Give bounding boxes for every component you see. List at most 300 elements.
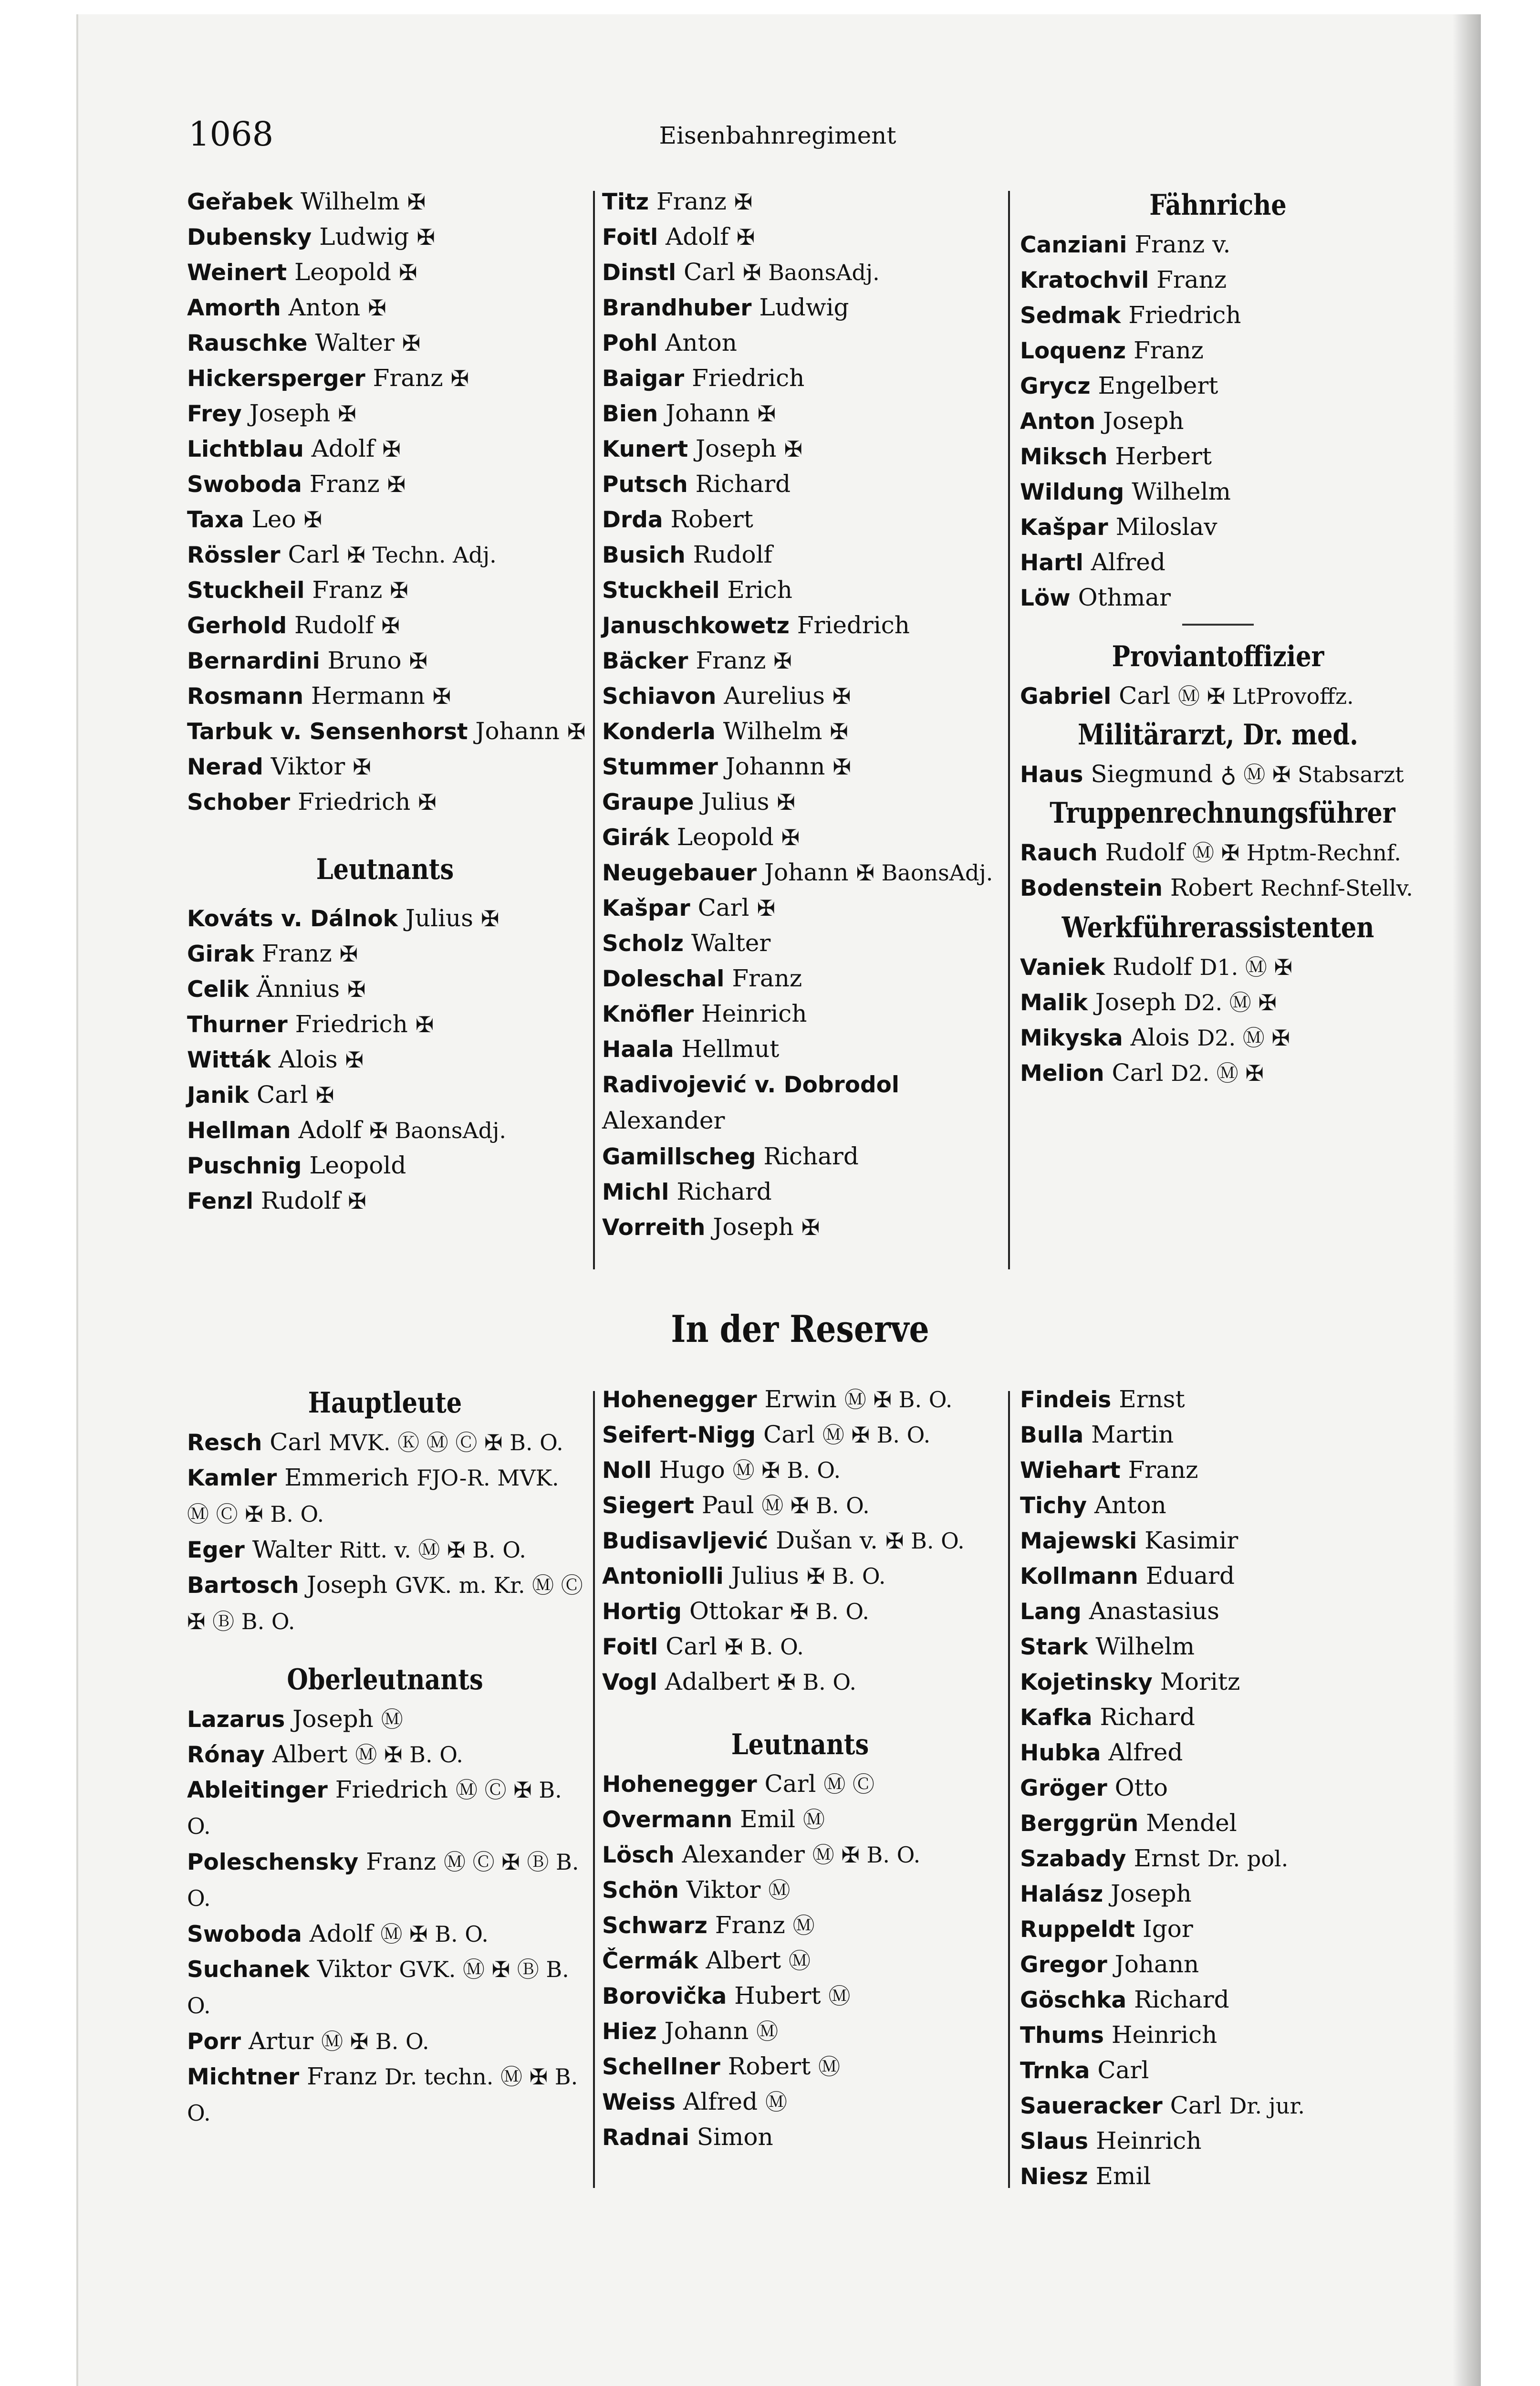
surname: Brandhuber [602,295,752,321]
surname: Schön [602,1877,679,1904]
active-column-3 [1020,184,1416,1090]
active-column-1 [187,184,586,1218]
surname: Gröger [1020,1775,1107,1801]
officer-entry [1020,2017,1416,2052]
surname: Halász [1020,1881,1103,1907]
given-name: Richard [1134,1986,1229,2013]
surname: Rauch [1020,840,1098,866]
officer-entry [602,1417,998,1452]
given-name: Carl [763,1421,815,1448]
surname: Bernardini [187,648,320,674]
given-name: Albert [272,1740,348,1768]
surname: Radnai [602,2124,689,2151]
section-heading-militaerarzt: Militärarzt, Dr. med. [1078,718,1358,752]
officer-entry [602,1837,998,1872]
decorations: GVK. m. Kr. Ⓜ Ⓒ ✠ Ⓑ B. O. [187,1572,583,1634]
decorations: Ⓜ ✠ B. O. [355,1742,463,1768]
oberleutnant-list [187,1701,583,2131]
officer-entry [602,1801,998,1837]
surname: Nerad [187,754,263,780]
surname: Siegert [602,1493,695,1519]
given-name: Erich [727,576,792,604]
decorations: ✠ [832,754,851,780]
given-name: Bruno [327,647,402,674]
surname: Canziani [1020,232,1127,258]
officer-entry [187,431,583,466]
officer-entry [187,1844,583,1916]
officer-entry [602,1209,998,1245]
decorations: ✠ B. O. [777,1669,857,1695]
given-name: Adolf [298,1116,362,1144]
rechnung-list [1020,835,1416,906]
decorations: Ⓜ [818,2054,840,2080]
officer-entry [187,1006,583,1042]
decorations: Ⓜ Ⓒ [823,1771,875,1797]
officer-entry [187,1951,583,2023]
given-name: Johann [475,717,560,745]
officer-entry [602,643,998,678]
officer-entry [1020,1593,1416,1629]
surname: Poleschensky [187,1849,359,1875]
officer-entry [1020,678,1416,713]
officer-entry [1020,1452,1416,1487]
officer-entry [187,466,583,502]
decorations: Ⓜ ✠ B. O. [812,1842,921,1868]
surname: Busich [602,542,686,568]
officer-entry [187,2059,583,2131]
officer-entry [602,678,998,713]
officer-entry [187,1567,583,1639]
given-name: Adolf [309,1920,373,1947]
officer-entry [187,1772,583,1844]
given-name: Johann [664,2017,749,2045]
given-name: Franz [1128,1456,1198,1484]
surname: Melion [1020,1060,1104,1087]
leutnant-list [602,1766,998,2155]
officer-entry [1020,2088,1416,2123]
given-name: Joseph [695,435,777,462]
given-name: Rudolf [260,1187,341,1214]
given-name: Johann [1114,1950,1199,1978]
officer-entry [1020,1055,1416,1090]
officer-entry [602,1174,998,1209]
given-name: Franz [715,1911,785,1939]
given-name: Julius [731,1562,799,1590]
given-name: Franz [261,940,332,967]
surname: Tarbuk v. Sensenhorst [187,719,468,745]
surname: Berggrün [1020,1810,1139,1837]
given-name: Johann [764,858,849,886]
officer-entry [1020,544,1416,580]
surname: Konderla [602,719,716,745]
officer-entry [187,502,583,537]
surname: Hartl [1020,550,1083,576]
surname: Titz [602,189,649,215]
officer-entry [602,2084,998,2119]
surname: Wiehart [1020,1457,1121,1484]
officer-entry [1020,1770,1416,1805]
given-name: Wilhelm [301,188,400,215]
officer-entry [602,819,998,855]
given-name: Heinrich [1096,2127,1202,2155]
given-name: Walter [315,329,395,356]
decorations: ✠ [801,1214,820,1240]
officer-entry [187,678,583,713]
surname: Drda [602,507,663,533]
decorations: Dr. jur. [1229,2093,1305,2119]
given-name: Engelbert [1098,372,1218,399]
decorations: ✠ BaonsAdj. [856,860,993,886]
reserve-heading: In der Reserve [671,1308,929,1351]
surname: Schwarz [602,1913,708,1939]
officer-list [602,184,998,1245]
decorations: ✠ [830,719,848,744]
surname: Thums [1020,2022,1104,2049]
faehnrich-list [1020,227,1416,615]
decorations: D2. Ⓜ ✠ [1184,990,1277,1015]
decorations: ✠ [415,1012,434,1037]
officer-entry [602,1452,998,1487]
decorations: ✠ [757,401,776,427]
given-name: Joseph [1103,407,1184,435]
given-name: Mendel [1146,1809,1237,1837]
surname: Schellner [602,2054,720,2080]
officer-entry [602,2049,998,2084]
decorations: ✠ B. O. [790,1599,869,1624]
given-name: Otto [1114,1774,1168,1801]
given-name: Anton [1094,1491,1166,1519]
surname: Lang [1020,1599,1082,1625]
given-name: Friedrich [295,1010,408,1038]
given-name: Joseph [292,1705,374,1733]
officer-entry [602,537,998,572]
officer-entry [602,1067,998,1139]
officer-entry [187,219,583,254]
officer-entry [602,502,998,537]
given-name: Aurelius [724,682,825,710]
decorations: ✠ [567,719,586,744]
decorations: Ⓜ ✠ B. O. [761,1493,870,1518]
given-name: Igor [1142,1915,1193,1943]
officer-entry [602,607,998,643]
officer-entry [187,2023,583,2059]
given-name: Erwin [764,1385,837,1413]
decorations: ✠ BaonsAdj. [369,1118,506,1143]
surname: Janik [187,1082,250,1109]
surname: Lichtblau [187,436,304,462]
officer-entry [1020,1020,1416,1055]
officer-entry [602,1629,998,1664]
decorations: ♁ Ⓜ ✠ Stabsarzt [1220,762,1404,787]
decorations: ✠ [450,366,469,391]
officer-entry [1020,1523,1416,1558]
given-name: Robert [670,505,753,533]
officer-entry [602,2013,998,2049]
surname: Foitl [602,1634,658,1660]
running-head: Eisenbahnregiment [659,122,896,149]
given-name: Anton [288,293,361,321]
decorations: ✠ [832,683,851,709]
officer-entry [187,749,583,784]
surname: Mikyska [1020,1025,1123,1051]
surname: Miksch [1020,444,1108,470]
surname: Stuckheil [187,577,305,604]
given-name: Eduard [1145,1562,1235,1590]
officer-entry [1020,949,1416,984]
officer-entry [1020,1982,1416,2017]
page-number: 1068 [188,115,274,154]
given-name: Friedrich [335,1776,448,1803]
officer-entry [602,925,998,961]
surname: Bartosch [187,1572,299,1599]
given-name: Viktor [271,753,345,780]
given-name: Wilhelm [1132,478,1231,505]
given-name: Richard [695,470,791,498]
given-name: Herbert [1115,442,1212,470]
officer-entry [1020,2052,1416,2088]
officer-entry [602,1943,998,1978]
officer-entry [1020,870,1416,906]
officer-entry [1020,1417,1416,1452]
officer-entry [1020,227,1416,262]
officer-entry [1020,1805,1416,1841]
decorations: Ⓜ [789,1948,811,1974]
given-name: Friedrich [797,611,910,639]
officer-entry [187,1532,583,1567]
surname: Doleschal [602,966,725,992]
surname: Suchanek [187,1957,310,1983]
officer-entry [602,1031,998,1067]
decorations: Ritt. v. Ⓜ ✠ B. O. [339,1537,526,1563]
officer-entry [602,290,998,325]
given-name: Carl [697,894,749,921]
surname: Thurner [187,1012,288,1038]
decorations: ✠ [736,224,755,250]
officer-entry [602,572,998,607]
surname: Ableitinger [187,1777,328,1803]
officer-entry [187,1077,583,1112]
section-heading-proviantoffizier: Proviantoffizier [1112,640,1324,673]
officer-entry [1020,2123,1416,2158]
decorations: ✠ [734,189,753,215]
surname: Anton [1020,408,1096,435]
given-name: Franz [696,647,766,674]
officer-entry [1020,439,1416,474]
given-name: Paul [701,1491,754,1519]
surname: Čermák [602,1948,698,1974]
given-name: Joseph [1095,988,1176,1016]
given-name: Emmerich [284,1464,409,1491]
given-name: Walter [252,1536,332,1563]
decorations: ✠ [773,648,792,674]
decorations: D2. Ⓜ ✠ [1197,1025,1290,1051]
officer-entry [1020,835,1416,870]
officer-entry [602,1558,998,1593]
officer-entry [602,431,998,466]
officer-entry [602,996,998,1031]
given-name: Carl [684,258,736,286]
officer-list [602,1381,998,1699]
decorations: Ⓜ [828,1983,851,2009]
surname: Bulla [1020,1422,1084,1448]
given-name: Artur [249,2027,314,2055]
surname: Gregor [1020,1952,1107,1978]
decorations: ✠ [303,507,323,533]
decorations: ✠ [407,189,426,215]
given-name: Viktor [686,1876,761,1904]
surname: Lazarus [187,1706,285,1733]
given-name: Franz [366,1848,437,1875]
column-rule [593,191,595,1269]
officer-entry [1020,403,1416,439]
officer-entry [187,572,583,607]
decorations: ✠ B. O. [885,1528,965,1554]
officer-entry [602,254,998,290]
decorations: ✠ [390,577,408,603]
given-name: Hubert [734,1982,821,2009]
decorations: ✠ [416,224,435,250]
surname: Kollmann [1020,1563,1138,1590]
decorations: ✠ [382,436,401,462]
surname: Rosmann [187,683,304,710]
surname: Taxa [187,507,244,533]
given-name: Walter [691,929,771,957]
surname: Rónay [187,1742,265,1768]
decorations: ✠ [387,471,406,497]
surname: Sedmak [1020,303,1121,329]
decorations: ✠ [781,825,800,850]
werk-list [1020,949,1416,1090]
decorations: ✠ [480,906,499,931]
column-rule [1008,191,1010,1269]
officer-entry [602,784,998,819]
decorations: ✠ [381,613,400,638]
surname: Kamler [187,1465,277,1491]
surname: Loquenz [1020,338,1126,364]
given-name: Robert [1170,874,1253,901]
given-name: Friedrich [692,364,805,392]
surname: Celik [187,976,249,1003]
given-name: Simon [697,2123,773,2151]
given-name: Johannn [725,753,825,780]
officer-entry [1020,1699,1416,1735]
surname: Januschkowetz [602,613,790,639]
given-name: Leopold [676,823,774,851]
officer-entry [1020,509,1416,544]
given-name: Joseph [249,399,331,427]
decorations: ✠ [315,1082,334,1108]
officer-entry [602,1593,998,1629]
officer-entry [187,537,583,572]
column-rule [593,1391,595,2188]
surname: Rauschke [187,330,308,356]
decorations: FJO-R. MVK. Ⓜ Ⓒ ✠ B. O. [187,1465,559,1527]
surname: Stuckheil [602,577,720,604]
surname: Vaniek [1020,954,1105,981]
decorations: Ⓜ [768,1877,791,1903]
column-rule [1008,1391,1010,2188]
given-name: Julius [701,788,770,816]
officer-entry [602,466,998,502]
surname: Rössler [187,542,281,568]
officer-entry [187,936,583,971]
officer-entry [602,1766,998,1801]
decorations: Ⓜ ✠ B. O. [380,1921,489,1947]
surname: Szabady [1020,1846,1126,1872]
officer-entry [602,1381,998,1417]
given-name: Anastasius [1089,1597,1219,1625]
decorations: ✠ [432,683,451,709]
decorations: Ⓜ ✠ Hptm-Rechnf. [1192,840,1401,866]
surname: Vorreith [602,1214,706,1241]
decorations: ✠ [348,1188,366,1214]
given-name: Othmar [1078,584,1171,611]
decorations: ✠ [777,789,795,815]
surname: Niesz [1020,2164,1088,2190]
surname: Foitl [602,224,658,251]
given-name: Rudolf [294,611,374,639]
surname: Dubensky [187,224,312,251]
officer-entry [187,643,583,678]
officer-entry [187,784,583,819]
given-name: Heinrich [1111,2021,1217,2049]
given-name: Siegmund [1091,760,1213,788]
decorations: D2. Ⓜ ✠ [1171,1060,1264,1086]
decorations: Ⓜ Ⓒ ✠ Ⓑ B. O. [187,1849,579,1911]
decorations: ✠ [784,436,803,462]
surname: Kašpar [1020,514,1108,541]
decorations: Ⓜ [765,2089,788,2115]
given-name: Franz [309,470,380,498]
officer-entry [1020,1664,1416,1699]
given-name: Emil [740,1805,796,1833]
officer-entry [1020,368,1416,403]
surname: Kunert [602,436,688,462]
given-name: Franz [732,964,802,992]
officer-entry [602,1872,998,1907]
decorations: ✠ [409,648,428,674]
active-column-2 [602,184,998,1245]
given-name: Johann [666,399,750,427]
officer-entry [1020,297,1416,333]
officer-entry [602,1139,998,1174]
given-name: Leo [251,505,296,533]
officer-entry [602,713,998,749]
given-name: Franz [1133,336,1204,364]
surname: Hickersperger [187,366,365,392]
officer-entry [187,1424,583,1460]
surname: Putsch [602,471,688,498]
officer-entry [602,396,998,431]
officer-entry [187,1042,583,1077]
officer-entry [1020,1911,1416,1946]
surname: Girak [187,941,254,967]
given-name: Albert [706,1946,781,1974]
given-name: Julius [405,904,473,932]
given-name: Franz [307,2062,377,2090]
officer-entry [187,254,583,290]
given-name: Rudolf [1113,953,1192,981]
given-name: Carl [1119,682,1171,710]
surname: Geřabek [187,189,293,215]
surname: Kratochvil [1020,267,1149,293]
decorations: ✠ [353,754,371,780]
decorations: ✠ [402,330,421,356]
surname: Witták [187,1047,271,1073]
decorations: ✠ BaonsAdj. [742,260,880,285]
decorations: ✠ Techn. Adj. [347,542,497,568]
decorations: ✠ [418,789,437,815]
